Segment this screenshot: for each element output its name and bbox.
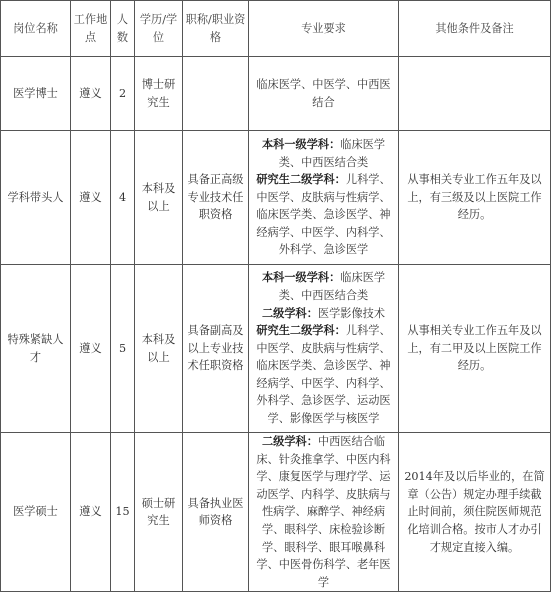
major-text: 中西医结合临床、针灸推拿学、中医内科学、康复医学与理疗学、运动医学、内科学、皮肤病与性病学、麻醉学、神经病学、眼科学、床检验诊断学、眼科学、眼耳喉鼻科学、中医骨伤科学、老年医学 bbox=[256, 435, 391, 589]
cell-education: 博士研究生 bbox=[135, 57, 183, 131]
table-row bbox=[1, 433, 551, 592]
cell-count: 2 bbox=[111, 57, 135, 131]
cell-count: 5 bbox=[111, 265, 135, 433]
cell-education: 硕士研究生 bbox=[135, 433, 183, 592]
cell-location: 遵义 bbox=[71, 131, 111, 265]
header-major: 专业要求 bbox=[249, 1, 399, 57]
major-heading: 二级学科： bbox=[261, 434, 318, 448]
header-other: 其他条件及备注 bbox=[399, 1, 551, 57]
table-row bbox=[1, 131, 551, 265]
major-heading: 研究生二级学科： bbox=[256, 323, 346, 338]
cell-location: 遵义 bbox=[71, 433, 111, 592]
major-text: 儿科学、中医学、皮肤病与性病学、临床医学类、急诊医学、神经病学、中医学、内科学、外科学、急诊医学、运动医学、影像医学与核医学 bbox=[256, 324, 391, 426]
cell-count: 15 bbox=[111, 433, 135, 592]
header-row bbox=[1, 1, 551, 57]
header-location: 工作地点 bbox=[71, 1, 111, 57]
cell-name: 医学博士 bbox=[1, 57, 71, 131]
cell-location: 遵义 bbox=[71, 57, 111, 131]
cell-other bbox=[399, 57, 551, 131]
cell-title bbox=[183, 57, 249, 131]
cell-location: 遵义 bbox=[71, 265, 111, 433]
major-heading: 本科一级学科： bbox=[261, 136, 341, 151]
cell-title: 具备正高级专业技术任职资格 bbox=[183, 131, 249, 265]
table-row bbox=[1, 265, 551, 433]
cell-major bbox=[249, 433, 399, 592]
major-text: 临床医学、中医学、中西医结合 bbox=[256, 77, 391, 109]
major-text: 临床医学类、中西医结合类 bbox=[278, 137, 386, 169]
cell-major bbox=[249, 265, 399, 433]
major-text: 儿科学、中医学、皮肤病与性病学、临床医学类、急诊医学、神经病学、中医学、内科学、外科学、急诊医学 bbox=[256, 173, 391, 257]
cell-other: 从事相关专业工作五年及以上，有二甲及以上医院工作经历。 bbox=[399, 265, 551, 433]
major-heading: 研究生二级学科： bbox=[256, 172, 346, 187]
major-text: 医学影像技术 bbox=[317, 306, 386, 320]
header-education: 学历/学位 bbox=[135, 1, 183, 57]
cell-education: 本科及以上 bbox=[135, 131, 183, 265]
cell-other: 从事相关专业工作五年及以上，有三级及以上医院工作经历。 bbox=[399, 131, 551, 265]
major-heading: 二级学科： bbox=[261, 305, 318, 320]
cell-count: 4 bbox=[111, 131, 135, 265]
cell-major bbox=[249, 131, 399, 265]
table-row bbox=[1, 57, 551, 131]
cell-major bbox=[249, 57, 399, 131]
cell-name: 特殊紧缺人才 bbox=[1, 265, 71, 433]
header-count: 人数 bbox=[111, 1, 135, 57]
cell-education: 本科及以上 bbox=[135, 265, 183, 433]
cell-name: 学科带头人 bbox=[1, 131, 71, 265]
header-title: 职称/职业资格 bbox=[183, 1, 249, 57]
major-heading: 本科一级学科： bbox=[261, 270, 341, 285]
header-name: 岗位名称 bbox=[1, 1, 71, 57]
cell-title: 具备执业医师资格 bbox=[183, 433, 249, 592]
cell-title: 具备副高及以上专业技术任职资格 bbox=[183, 265, 249, 433]
cell-name: 医学硕士 bbox=[1, 433, 71, 592]
major-text: 临床医学类、中西医结合类 bbox=[278, 271, 386, 302]
cell-other: 2014年及以后毕业的，在简章（公告）规定办理手续截止时间前，须住院医师规范化培训合格。按市人才办引才规定直接入编。 bbox=[399, 433, 551, 592]
